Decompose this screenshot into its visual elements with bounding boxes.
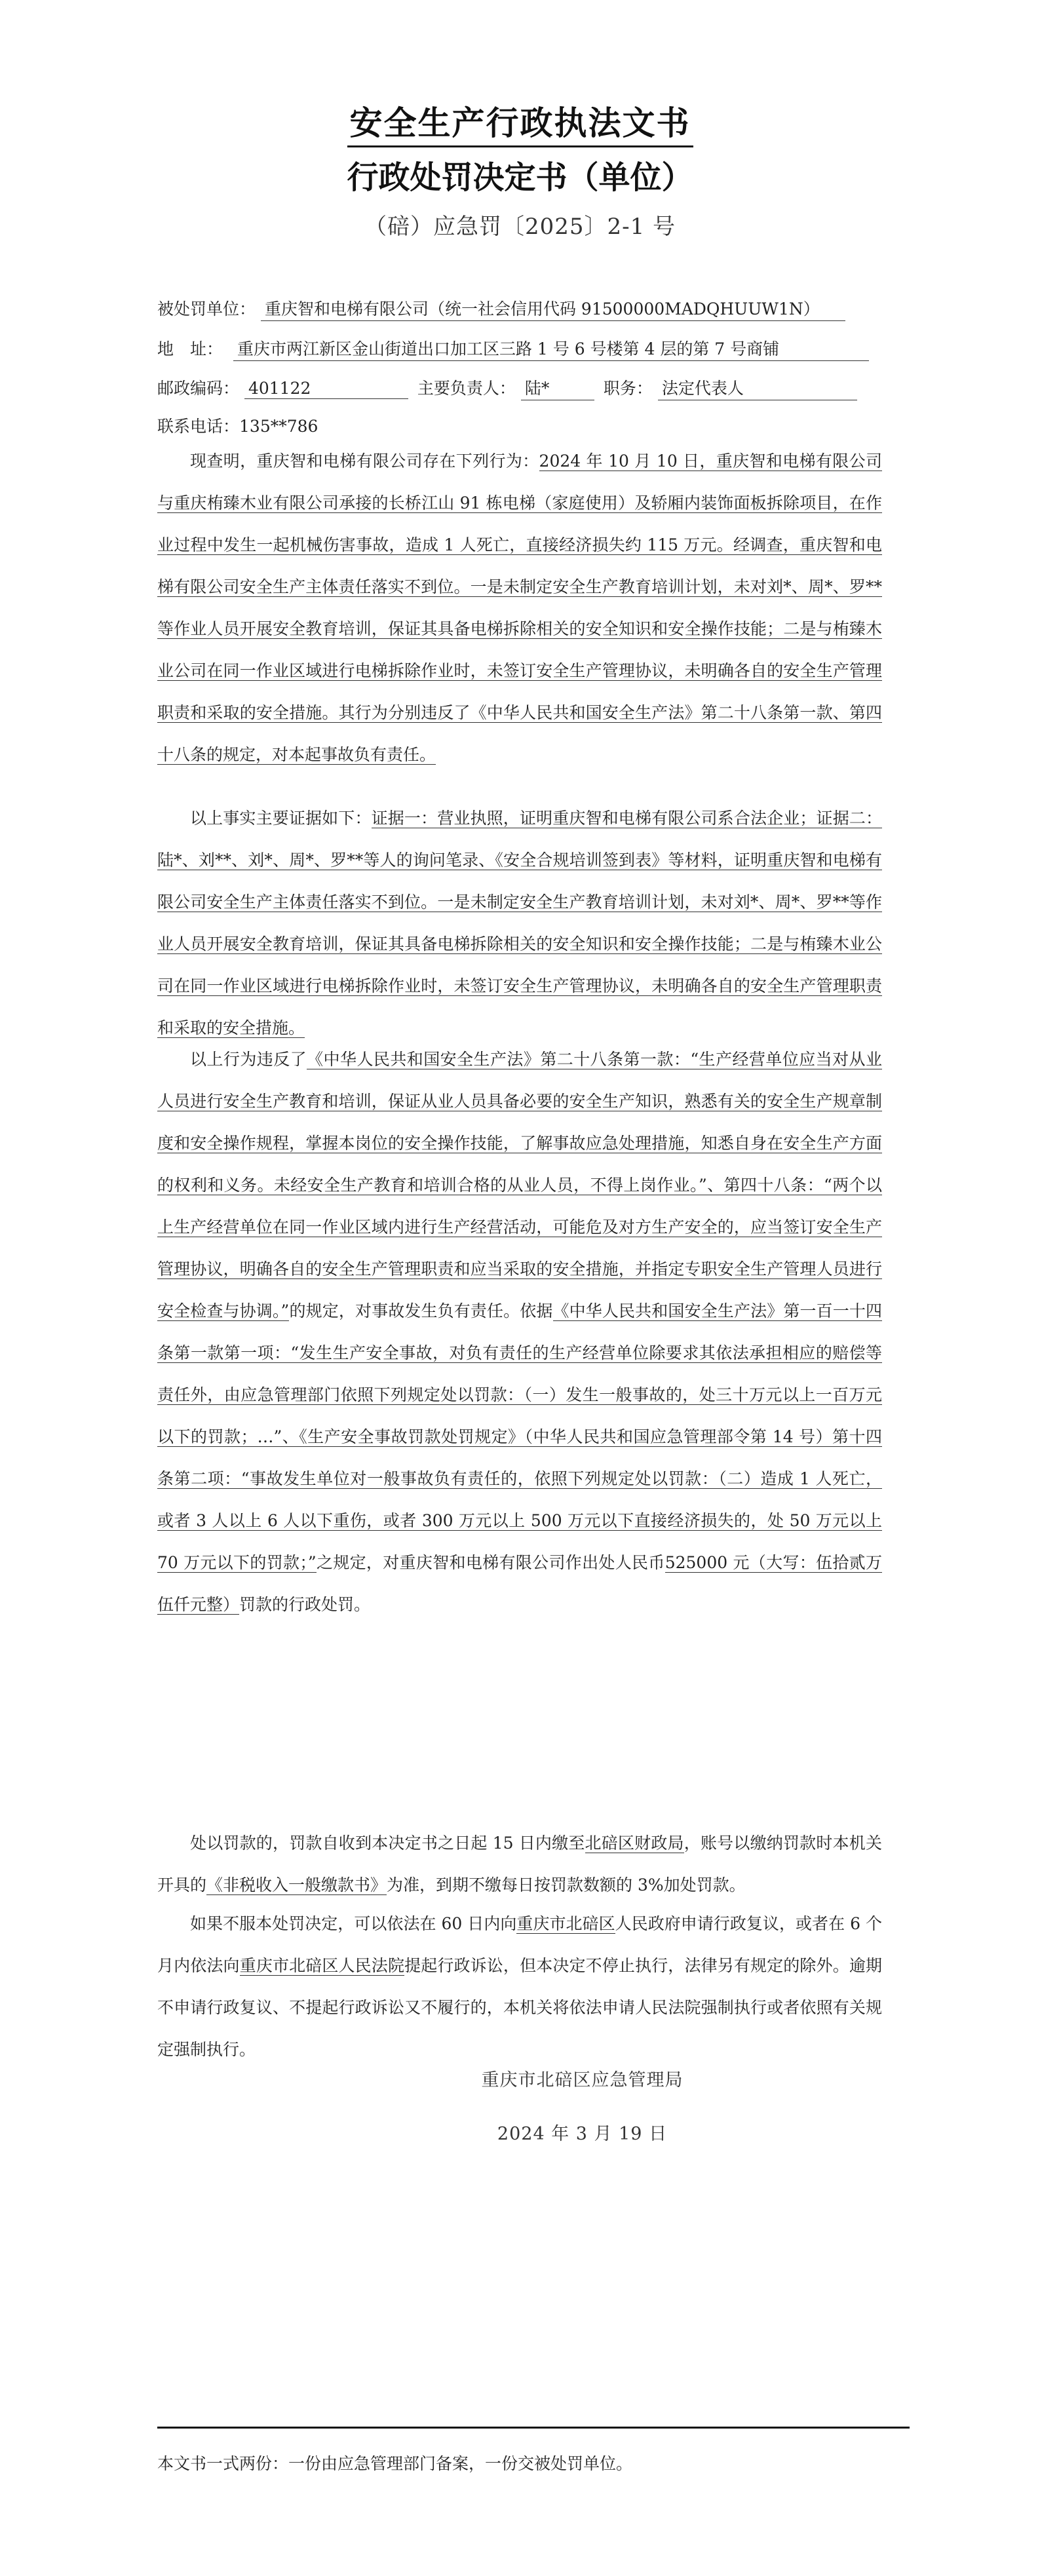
payment-text-c: 为准，到期不缴每日按罚款数额的 3%加处罚款。	[387, 1875, 746, 1894]
evidence-body: 证据一：营业执照，证明重庆智和电梯有限公司系合法企业；证据二：陆*、刘**、刘*、周*、罗**等人的询问笔录、《安全合规培训签到表》等材料，证明重庆智和电梯有限公司安全生产主体责任落实不到位。一是未制定安全生产教育培训计划，未对刘*、周*、罗**等作业人员开展安全教育培训，保证其具备电梯拆除相关的安全知识和安全操作技能；二是与栯臻木业公司在同一作业区域进行电梯拆除作业时，未签订安全生产管理协议，未明确各自的安全生产管理职责和采取的安全措施。	[157, 809, 882, 1037]
address-value: 重庆市两江新区金山街道出口加工区三路 1 号 6 号楼第 4 层的第 7 号商铺	[233, 336, 869, 361]
violation-end: 罚款的行政处罚。	[239, 1595, 371, 1614]
principal-value: 陆*	[521, 375, 594, 400]
punished-unit-row	[157, 296, 845, 321]
violation-tail: 之规定，对重庆智和电梯有限公司作出处人民币	[316, 1553, 665, 1572]
evidence-paragraph	[157, 798, 882, 1049]
appeal-text-c: 提起行政诉讼，但本决定不停止执行，法律另有规定的除外。逾期不申请行政复议、不提起行政诉讼又不履行的，本机关将依法申请人民法院强制执行或者依照有关规定强制执行。	[157, 1956, 882, 2059]
document-title: 行政处罚决定书（单位）	[347, 159, 693, 196]
payment-receipt: 《非税收入一般缴款书》	[206, 1875, 387, 1894]
postcode-value: 401122	[244, 379, 408, 399]
penalty-basis-text: 《中华人民共和国安全生产法》第一百一十四条第一款第一项：“发生生产安全事故，对负有责任的生产经营单位除要求其依法承担相应的赔偿等责任外，由应急管理部门依照下列规定处以罚款：（一）发生一般事故的，处三十万元以上一百万元以下的罚款；…”、《生产安全事故罚款处罚规定》（中华人民共和国应急管理部令第 14 号）第十四条第二项：“事故发生单位对一般事故负有责任的，依照下列规定处以罚款：（二）造成 1 人死亡，或者 3 人以上 6 人以下重伤，或者 300 万元以上 500 万元以下直接经济损失的，处 50 万元以上 70 万元以下的罚款；”	[157, 1301, 882, 1572]
payment-paragraph	[157, 1822, 882, 1906]
document-number: （碚）应急罚〔2025〕2-1 号	[364, 214, 676, 240]
punished-unit-label: 被处罚单位：	[157, 299, 256, 318]
phone-row	[157, 413, 318, 437]
facts-paragraph	[157, 440, 882, 776]
fine-amount: 525000 元（大写：伍拾贰万伍仟元整）	[157, 1553, 882, 1614]
phone-label: 联系电话：	[157, 417, 240, 436]
violation-lead: 以上行为违反了	[190, 1050, 307, 1069]
position-value: 法定代表人	[658, 375, 857, 400]
postcode-row	[157, 375, 857, 400]
payment-bank: 北碚区财政局	[585, 1834, 684, 1853]
address-row	[157, 336, 869, 361]
appeal-court: 重庆市北碚区人民法院	[239, 1956, 405, 1975]
punished-unit-value: 重庆智和电梯有限公司（统一社会信用代码 91500000MADQHUUW1N）	[261, 296, 845, 321]
issue-date: 2024 年 3 月 19 日	[497, 2124, 668, 2144]
footer-note: 本文书一式两份：一份由应急管理部门备案，一份交被处罚单位。	[157, 2454, 633, 2473]
facts-lead: 现查明，重庆智和电梯有限公司存在下列行为：	[190, 452, 539, 471]
issuing-agency: 重庆市北碚区应急管理局	[481, 2070, 684, 2090]
postcode-label: 邮政编码：	[157, 379, 240, 398]
facts-body: 2024 年 10 月 10 日，重庆智和电梯有限公司与重庆栯臻木业有限公司承接的长桥江山 91 栋电梯（家庭使用）及轿厢内装饰面板拆除项目，在作业过程中发生一起机械伤害事故，造成 1 人死亡，直接经济损失约 115 万元。经调查，重庆智和电梯有限公司安全生产主体责任落实不到位。一是未制定安全生产教育培训计划，未对刘*、周*、罗**等作业人员开展安全教育培训，保证其具备电梯拆除相关的安全知识和安全操作技能；二是与栯臻木业公司在同一作业区域进行电梯拆除作业时，未签订安全生产管理协议，未明确各自的安全生产管理职责和采取的安全措施。其行为分别违反了《中华人民共和国安全生产法》第二十八条第一款、第四十八条的规定，对本起事故负有责任。	[157, 452, 882, 764]
violation-mid: 的规定，对事故发生负有责任。依据	[289, 1301, 553, 1320]
payment-text-a: 处以罚款的，罚款自收到本决定书之日起 15 日内缴至	[190, 1834, 585, 1853]
position-label: 职务：	[603, 379, 653, 398]
appeal-paragraph	[157, 1903, 882, 2071]
payment-text-b: ，账号以缴纳罚款时本机关开具的	[157, 1834, 882, 1894]
evidence-lead: 以上事实主要证据如下：	[190, 809, 372, 828]
appeal-government: 重庆市北碚区	[516, 1914, 615, 1933]
appeal-text-a: 如果不服本处罚决定，可以依法在 60 日内向	[190, 1914, 517, 1933]
violated-law-text: 《中华人民共和国安全生产法》第二十八条第一款：“生产经营单位应当对从业人员进行安全生产教育和培训，保证从业人员具备必要的安全生产知识，熟悉有关的安全生产规章制度和安全操作规程，掌握本岗位的安全操作技能，了解事故应急处理措施，知悉自身在安全生产方面的权利和义务。未经安全生产教育和培训合格的从业人员，不得上岗作业。”、第四十八条：“两个以上生产经营单位在同一作业区域内进行生产经营活动，可能危及对方生产安全的，应当签订安全生产管理协议，明确各自的安全生产管理职责和应当采取的安全措施，并指定专职安全生产管理人员进行安全检查与协调。”	[157, 1050, 882, 1320]
phone-value: 135**786	[239, 417, 318, 436]
address-label: 地 址：	[157, 339, 223, 358]
footer-divider	[157, 2427, 910, 2429]
principal-label: 主要负责人：	[417, 379, 516, 398]
document-series-title: 安全生产行政执法文书	[0, 97, 1040, 147]
violation-paragraph	[157, 1039, 882, 1626]
appeal-text-b: 人民政府申请行政复议，或者在 6 个月内依法向	[157, 1914, 882, 1975]
